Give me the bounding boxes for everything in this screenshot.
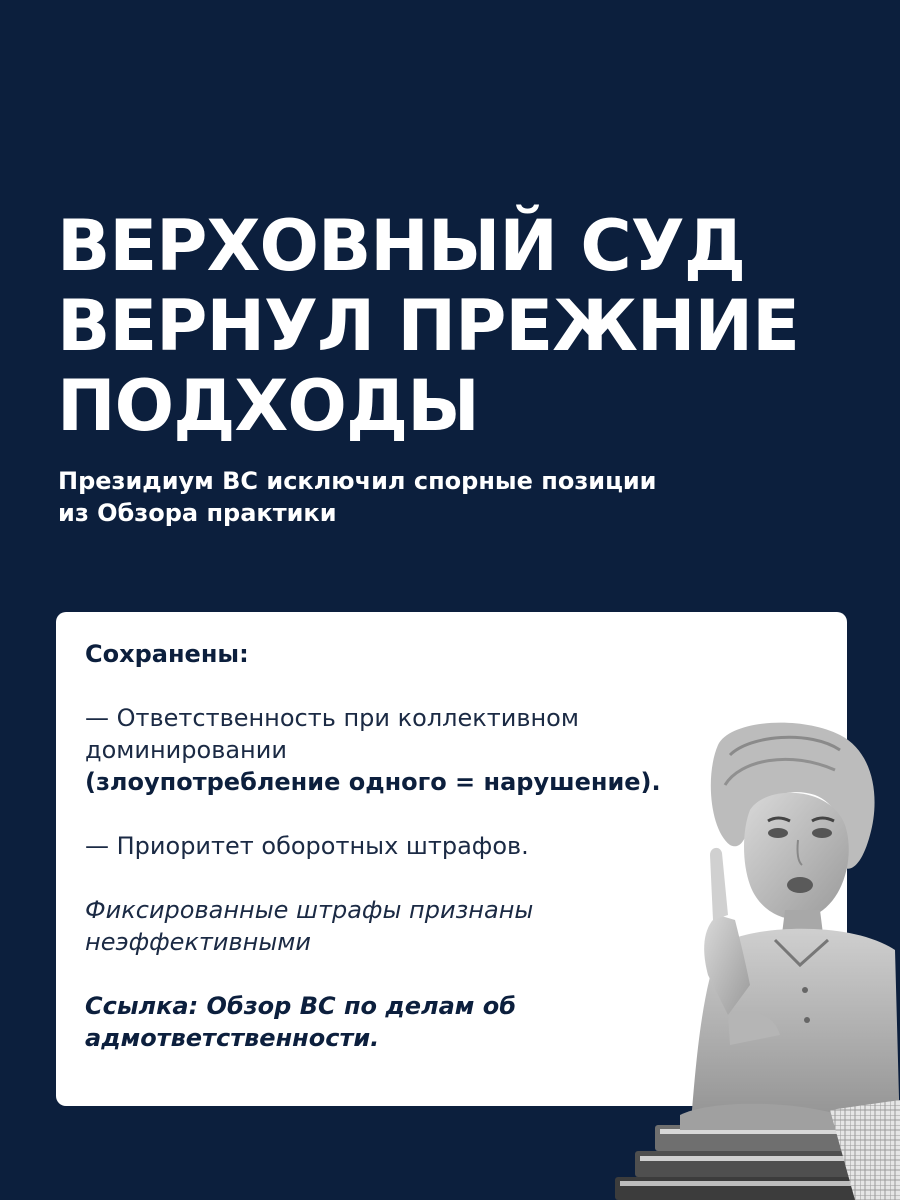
headline-line-1: ВЕРХОВНЫЙ СУД [57,205,746,287]
item-turnover-fines: — Приоритет оборотных штрафов. [85,832,529,860]
item-collective-dominance-line-1: — Ответственность при коллективном [85,704,579,732]
headline [57,206,857,446]
headline-line-3: ПОДХОДЫ [57,365,479,447]
subtitle-line-1: Президиум ВС исключил спорные позиции [58,467,657,495]
source-link-line-2: адмответственности. [85,1024,380,1052]
subtitle [58,465,838,529]
fixed-fines-note-line-1: Фиксированные штрафы признаны [85,896,534,924]
headline-line-2: ВЕРНУЛ ПРЕЖНИЕ [57,285,799,367]
card-heading: Сохранены: [85,640,249,668]
source-link-line-1: Ссылка: Обзор ВС по делам об [85,992,517,1020]
item-collective-dominance-note: (злоупотребление одного = нарушение). [85,768,661,796]
subtitle-line-2: из Обзора практики [58,499,337,527]
fixed-fines-note-line-2: неэффективными [85,928,311,956]
item-collective-dominance-line-2: доминировании [85,736,287,764]
woman-pointing-finger-illustration [600,715,900,1200]
